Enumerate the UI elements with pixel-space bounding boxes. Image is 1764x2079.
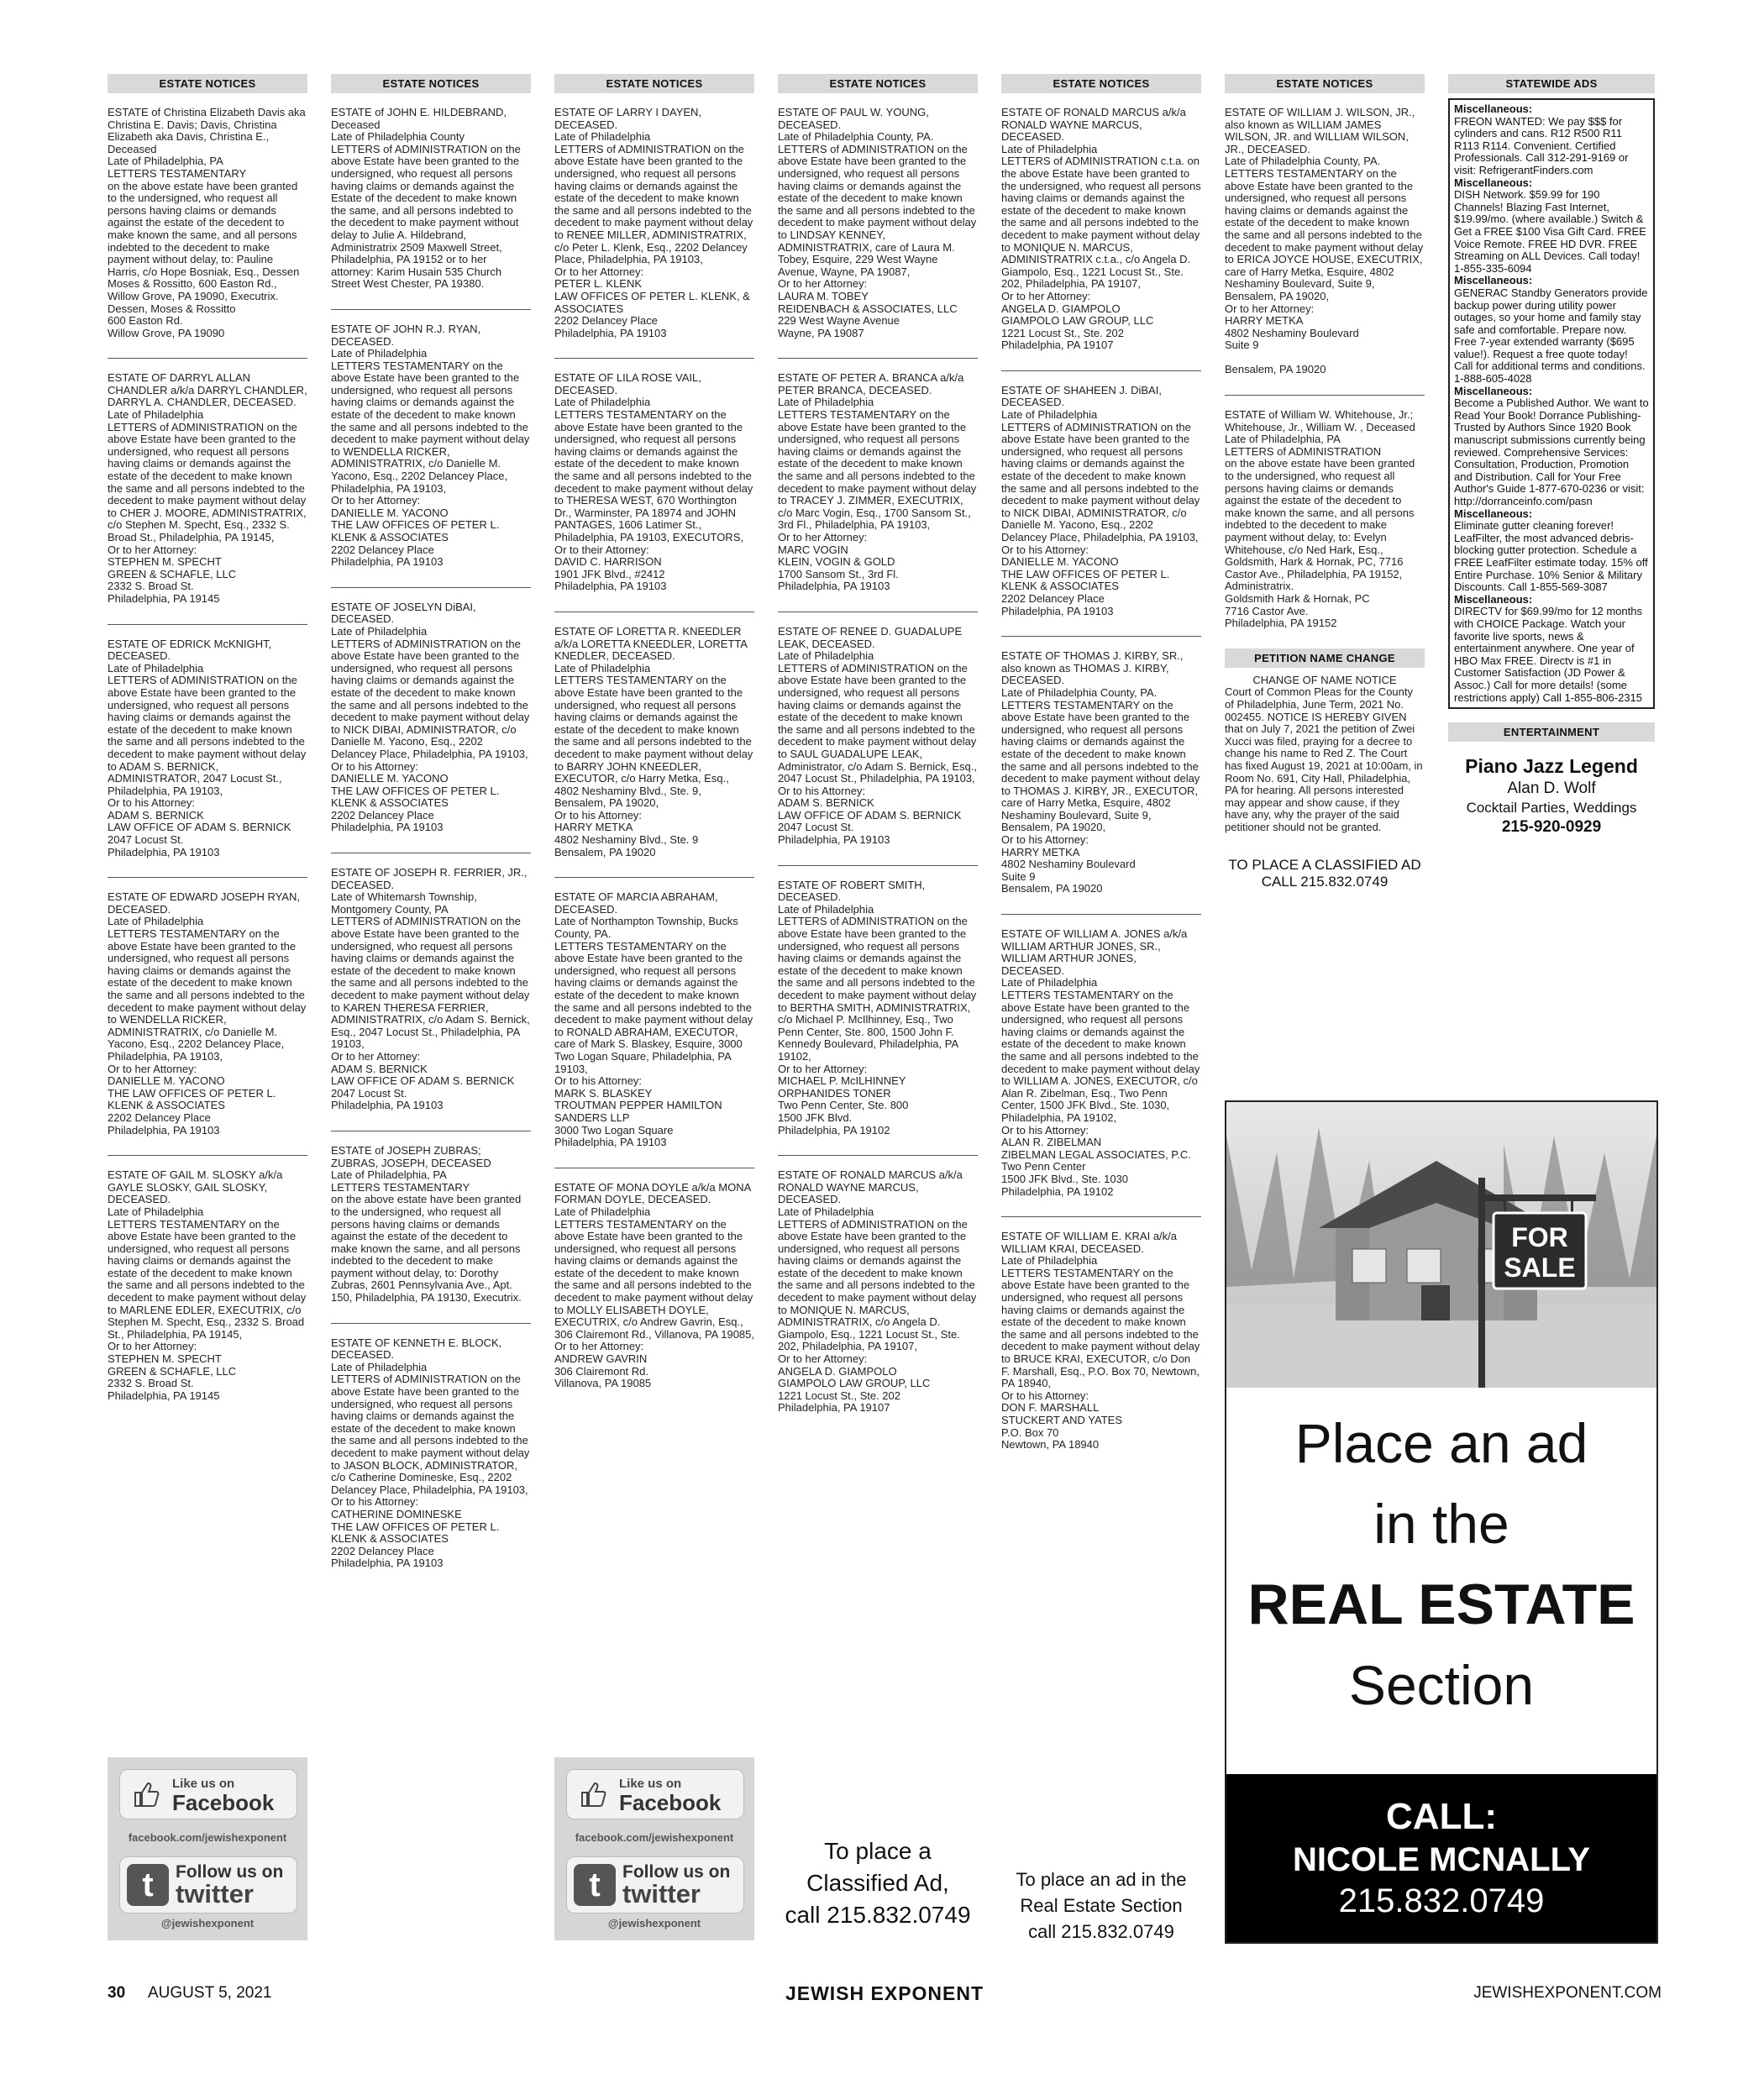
- tw-name: twitter: [176, 1879, 254, 1908]
- ent-name: Alan D. Wolf: [1507, 780, 1596, 798]
- estate-notice: ESTATE OF JOSELYN DiBAI, DECEASED. Late of Philadelphia LETTERS of ADMINISTRATION on the above Estate have been granted to the undersigned, who request all persons having claims or demands against the estate of the decedent to make known the same and all persons indebted to the decedent to make payment without delay to NICK DIBAI, ADMINISTRATOR, c/o Danielle M. Yacono, Esq., 2202 Delancey Place, Philadelphia, PA 19103, Or to his Attorney: DANIELLE M. YACONO THE LAW OFFICES OF PETER L. KLENK & ASSOCIATES 2202 Delancey Place Philadelphia, PA 19103: [331, 600, 530, 834]
- ad-heading: Miscellaneous:: [1454, 102, 1533, 115]
- entertainment-ad: [1448, 755, 1655, 837]
- section-header: ENTERTAINMENT: [1448, 722, 1655, 742]
- divider: [108, 624, 307, 625]
- estate-notice: ESTATE OF GAIL M. SLOSKY a/k/a GAYLE SLOSKY, GAIL SLOSKY, DECEASED. Late of Philadelphia LETTERS TESTAMENTARY on the above Estate have been granted to the undersigned, who request all persons having claims or demands against the estate of the decedent to make known the same and all persons indebted to the decedent to make payment without delay to MARLENE EDLER, EXECUTRIX, c/o Stephen M. Specht, Esq., 2332 S. Broad St., Philadelphia, PA 19145, Or to her Attorney: STEPHEN M. SPECHT GREEN & SCHAFLE, LLC 2332 S. Broad St. Philadelphia, PA 19145: [108, 1168, 307, 1402]
- estate-notice: ESTATE OF LARRY I DAYEN, DECEASED. Late of Philadelphia LETTERS of ADMINISTRATION on the above Estate have been granted to the undersigned, who request all persons having claims or demands against the estate of the decedent to make known the same and all persons indebted to the decedent to make payment without delay to RENEE MILLER, ADMINISTRATRIX, c/o Peter L. Klenk, Esq., 2202 Delancey Place, Philadelphia, PA 19103, Or to her Attorney: PETER L. KLENK LAW OFFICES OF PETER L. KLENK, & ASSOCIATES 2202 Delancey Place Philadelphia, PA 19103: [554, 106, 753, 339]
- facebook-url[interactable]: facebook.com/jewishexponent: [575, 1831, 734, 1844]
- divider: [1225, 395, 1425, 396]
- column-5: [1001, 74, 1201, 1452]
- divider: [108, 1155, 307, 1156]
- divider: [108, 358, 307, 359]
- facebook-button[interactable]: [566, 1769, 744, 1819]
- ad-text: FREON WANTED: We pay $$$ for cylinders and cans. R12 R500 R11 R113 R114. Convenient. Certified Professionals. Call 312-291-9169 or visit: RefrigerantFinders.com: [1454, 114, 1629, 176]
- re-phone: 215.832.0749: [1338, 1882, 1545, 1919]
- cta-line: call 215.832.0749: [1028, 1921, 1174, 1942]
- re-contact-name: NICOLE MCNALLY: [1292, 1841, 1591, 1878]
- estate-notice: ESTATE OF KENNETH E. BLOCK, DECEASED. Late of Philadelphia LETTERS of ADMINISTRATION on the above Estate have been granted to the undersigned, who request all persons having claims or demands against the estate of the decedent to make known the same and all persons indebted to the decedent to make payment without delay to JASON BLOCK, ADMINISTRATOR, c/o Catherine Domineske, Esq., 2202 Delancey Place, Philadelphia, PA 19103, Or to his Attorney: CATHERINE DOMINESKE THE LAW OFFICES OF PETER L. KLENK & ASSOCIATES 2202 Delancey Place Philadelphia, PA 19103: [331, 1336, 530, 1570]
- ent-phone: 215-920-0929: [1501, 818, 1602, 837]
- divider: [1001, 370, 1201, 371]
- statewide-ad: [1454, 386, 1649, 508]
- fb-like-label: Like us on: [172, 1777, 235, 1791]
- ad-text: Become a Published Author. We want to Read Your Book! Dorrance Publishing-Trusted by Authors Since 1920 Book manuscript submissions currently being reviewed. Comprehensive Services: Consultation, Production, Promotion and Distribution. Call for Your Free Author's Guide 1-877-670-0236 or visit: http://dorranceinfo.com/pasn: [1454, 396, 1649, 507]
- ad-text: DISH Network. $59.99 for 190 Channels! Blazing Fast Internet, $19.99/mo. (where available.) Switch & Get a FREE $100 Visa Gift Card. FREE Voice Remote. FREE HD DVR. FREE Streaming on ALL Devices. Call today! 1-855-335-6094: [1454, 188, 1646, 275]
- twitter-button[interactable]: [119, 1856, 297, 1914]
- estate-notice: ESTATE OF EDRICK McKNIGHT, DECEASED. Late of Philadelphia LETTERS of ADMINISTRATION on the above Estate have been granted to the undersigned, who request all persons having claims or demands against the estate of the decedent to make known the same and all persons indebted to the decedent to make payment without delay to ADAM S. BERNICK, ADMINISTRATOR, 2047 Locust St., Philadelphia, PA 19103, Or to his Attorney: ADAM S. BERNICK LAW OFFICE OF ADAM S. BERNICK 2047 Locust St. Philadelphia, PA 19103: [108, 637, 307, 858]
- divider: [331, 1323, 531, 1324]
- tw-follow-label: Follow us on: [622, 1862, 731, 1882]
- ad-heading: Miscellaneous:: [1454, 176, 1533, 189]
- ad-text: GENERAC Standby Generators provide backup power during utility power outages, so your home and family stay safe and comfortable. Prepare now. Free 7-year extended warranty ($695 value!). Request a free quote today! Call for additional terms and conditions. 1-888-605-4028: [1454, 286, 1648, 386]
- ad-text: Eliminate gutter cleaning forever! LeafFilter, the most advanced debris-blocking gutter protection. Schedule a FREE LeafFilter estimate today. 15% off Entire Purchase. 10% Senior & Military Discounts. Call 1-855-569-3087: [1454, 519, 1648, 594]
- estate-notice: ESTATE OF WILLIAM A. JONES a/k/a WILLIAM ARTHUR JONES, SR., WILLIAM ARTHUR JONES, DECEASED. Late of Philadelphia LETTERS TESTAMENTARY on the above Estate have been granted to the undersigned, who request all persons having claims or demands against the estate of the decedent to make known the same and all persons indebted to the decedent to make payment without delay to WILLIAM A. JONES, EXECUTOR, c/o Alan R. Zibelman, Esq., Two Penn Center, 1500 JFK Blvd., Ste. 1030, Philadelphia, PA 19102, Or to his Attorney: ALAN R. ZIBELMAN ZIBELMAN LEGAL ASSOCIATES, P.C. Two Penn Center 1500 JFK Blvd., Ste. 1030 Philadelphia, PA 19102: [1001, 927, 1200, 1198]
- estate-notice: ESTATE OF WILLIAM J. WILSON, JR., also known as WILLIAM JAMES WILSON, JR. and WILLIAM WILSON, JR., DECEASED. Late of Philadelphia County, PA. LETTERS TESTAMENTARY on the above Estate have been granted to the undersigned, who request all persons having claims or demands against the estate of the decedent to make known the same and all persons indebted to the decedent to make payment without delay to ERICA JOYCE HOUSE, EXECUTRIX, care of Harry Metka, Esquire, 4802 Neshaminy Boulevard, Suite 9, Bensalem, PA 19020, Or to her Attorney: HARRY METKA 4802 Neshaminy Boulevard Suite 9 Bensalem, PA 19020: [1225, 106, 1424, 376]
- paper-name: JEWISH EXPONENT: [785, 1982, 984, 2004]
- real-estate-ad: [1225, 1100, 1658, 1944]
- column-2: [331, 74, 531, 1570]
- section-header: ESTATE NOTICES: [331, 74, 531, 93]
- fb-name: Facebook: [619, 1790, 722, 1815]
- twitter-handle[interactable]: @jewishexponent: [607, 1917, 701, 1929]
- estate-notice: ESTATE of JOHN E. HILDEBRAND, Deceased Late of Philadelphia County LETTERS of ADMINISTRATION on the above Estate have been granted to the undersigned, who request all persons having claims or demands against the Estate of the decedent to make known the same, and all persons indebted to the decedent to make payment without delay to Julie A. Hildebrand, Administratrix 2509 Maxwell Street, Philadelphia, PA 19152 or to her attorney: Karim Husain 535 Church Street West Chester, PA 19380.: [331, 106, 521, 291]
- statewide-column: [1448, 74, 1655, 837]
- estate-notice: ESTATE of William W. Whitehouse, Jr.; Whitehouse, Jr., William W. , Deceased Late of Philadelphia, PA LETTERS of ADMINISTRATION on the above estate have been granted to the undersigned, who request all persons having claims or demands against the estate of the decedent to make known the same, and all persons indebted to the decedent to make payment without delay, to: Evelyn Whitehouse, c/o Ned Hark, Esq., Goldsmith, Hark & Hornak, PC, 7716 Castor Ave., Philadelphia, PA 19152, Administratrix. Goldsmith Hark & Hornak, PC 7716 Castor Ave. Philadelphia, PA 19152: [1225, 408, 1415, 630]
- website[interactable]: JEWISHEXPONENT.COM: [1473, 1984, 1662, 2002]
- divider: [331, 587, 531, 588]
- section-header: STATEWIDE ADS: [1448, 74, 1655, 93]
- section-header: ESTATE NOTICES: [1225, 74, 1425, 93]
- cta-line: To place a: [824, 1838, 932, 1864]
- petition-title: CHANGE OF NAME NOTICE: [1252, 673, 1397, 686]
- estate-notice: ESTATE OF MONA DOYLE a/k/a MONA FORMAN DOYLE, DECEASED. Late of Philadelphia LETTERS TESTAMENTARY on the above Estate have been granted to the undersigned, who request all persons having claims or demands against the estate of the decedent to make known the same and all persons indebted to the decedent to make payment without delay to MOLLY ELISABETH DOYLE, EXECUTRIX, c/o Andrew Gavrin, Esq., 306 Clairemont Rd., Villanova, PA 19085, Or to her Attorney: ANDREW GAVRIN 306 Clairemont Rd. Villanova, PA 19085: [554, 1180, 754, 1390]
- classified-ad-cta: [778, 1835, 978, 1931]
- re-line: Section: [1348, 1654, 1535, 1716]
- cta-line: Real Estate Section: [1020, 1895, 1183, 1916]
- thumbs-up-icon: [132, 1780, 160, 1809]
- estate-notice: ESTATE OF PETER A. BRANCA a/k/a PETER BRANCA, DECEASED. Late of Philadelphia LETTERS TESTAMENTARY on the above Estate have been granted to the undersigned, who request all persons having claims or demands against the estate of the decedent to make known the same and all persons indebted to the decedent to make payment without delay to TRACEY J. ZIMMER, EXECUTRIX, c/o Marc Vogin, Esq., 1700 Sansom St., 3rd Fl., Philadelphia, PA 19103, Or to her Attorney: MARC VOGIN KLEIN, VOGIN & GOLD 1700 Sansom St., 3rd Fl. Philadelphia, PA 19103: [778, 371, 977, 593]
- sign-sale: SALE: [1504, 1252, 1576, 1283]
- ad-heading: Miscellaneous:: [1454, 274, 1533, 287]
- ad-text: DIRECTV for $69.99/mo for 12 months with CHOICE Package. Watch your favorite live sports, news & entertainment anywhere. One year of HBO Max FREE. Directv is #1 in Customer Satisfaction (JD Power & Assoc.) Call for more details! (some restrictions apply) Call 1-855-806-2315: [1454, 605, 1643, 704]
- column-3: [554, 74, 754, 1390]
- divider: [1001, 914, 1201, 915]
- tw-name: twitter: [622, 1879, 701, 1908]
- social-block: [108, 1757, 307, 1940]
- estate-notice: ESTATE of Christina Elizabeth Davis aka Christina E. Davis; Davis, Christina Elizabeth aka Davis, Christina E., Deceased Late of Philadelphia, PA LETTERS TESTAMENTARY on the above estate have been granted to the undersigned, who request all persons having claims or demands against the estate of the decedent to make known the same, and all persons indebted to the decedent to make payment without delay, to: Pauline Harris, c/o Hope Bosniak, Esq., Dessen Moses & Rossitto, 600 Easton Rd., Willow Grove, PA 19090, Executrix. Dessen, Moses & Rossitto 600 Easton Rd. Willow Grove, PA 19090: [108, 106, 306, 339]
- estate-notice: ESTATE OF MARCIA ABRAHAM, DECEASED. Late of Northampton Township, Bucks County, PA. LETTERS TESTAMENTARY on the above Estate have been granted to the undersigned, who request all persons having claims or demands against the estate of the decedent to make known the same and all persons indebted to the decedent to make payment without delay to RONALD ABRAHAM, EXECUTOR, care of Mark S. Blaskey, Esquire, 3000 Two Logan Square, Philadelphia, PA 19103, Or to his Attorney: MARK S. BLASKEY TROUTMAN PEPPER HAMILTON SANDERS LLP 3000 Two Logan Square Philadelphia, PA 19103: [554, 890, 753, 1149]
- cta-line: To place an ad in the: [1016, 1869, 1187, 1890]
- estate-notice: ESTATE OF JOHN R.J. RYAN, DECEASED. Late of Philadelphia LETTERS TESTAMENTARY on the above Estate have been granted to the undersigned, who request all persons having claims or demands against the estate of the decedent to make known the same and all persons indebted to the decedent to make payment without delay to WENDELLA RICKER, ADMINISTRATRIX, c/o Danielle M. Yacono, Esq., 2202 Delancey Place, Philadelphia, PA 19103, Or to her Attorney: DANIELLE M. YACONO THE LAW OFFICES OF PETER L. KLENK & ASSOCIATES 2202 Delancey Place Philadelphia, PA 19103: [331, 322, 530, 569]
- statewide-ad: [1454, 103, 1649, 177]
- statewide-ad: [1454, 594, 1649, 704]
- fb-name: Facebook: [172, 1790, 275, 1815]
- fb-like-label: Like us on: [619, 1777, 682, 1791]
- divider: [778, 865, 978, 866]
- estate-notice: ESTATE OF DARRYL ALLAN CHANDLER a/k/a DARRYL CHANDLER, DARRYL A. CHANDLER, DECEASED. Late of Philadelphia LETTERS of ADMINISTRATION on the above Estate have been granted to the undersigned, who request all persons having claims or demands against the estate of the decedent to make known the same and all persons indebted to the decedent to make payment without delay to CHER J. MOORE, ADMINISTRATRIX, c/o Stephen M. Specht, Esq., 2332 S. Broad St., Philadelphia, PA 19145, Or to her Attorney: STEPHEN M. SPECHT GREEN & SCHAFLE, LLC 2332 S. Broad St. Philadelphia, PA 19145: [108, 371, 307, 605]
- divider: [331, 309, 531, 310]
- estate-notice: ESTATE OF LORETTA R. KNEEDLER a/k/a LORETTA KNEEDLER, LORETTA KNEDLER, DECEASED. Late of Philadelphia LETTERS TESTAMENTARY on the above Estate have been granted to the undersigned, who request all persons having claims or demands against the estate of the decedent to make known the same and all persons indebted to the decedent to make payment without delay to BARRY JOHN KNEEDLER, EXECUTOR, c/o Harry Metka, Esq., 4802 Neshaminy Blvd., Ste. 9, Bensalem, PA 19020, Or to his Attorney: HARRY METKA 4802 Neshaminy Blvd., Ste. 9 Bensalem, PA 19020: [554, 624, 753, 858]
- social-block: [554, 1757, 754, 1940]
- sign-for: FOR: [1511, 1222, 1568, 1252]
- ent-desc: Cocktail Parties, Weddings: [1466, 800, 1637, 816]
- page-footer: [108, 1984, 1662, 2009]
- divider: [1001, 1216, 1201, 1217]
- estate-notice: ESTATE OF RONALD MARCUS a/k/a RONALD WAYNE MARCUS, DECEASED. Late of Philadelphia LETTERS of ADMINISTRATION on the above Estate have been granted to the undersigned, who request all persons having claims or demands against the estate of the decedent to make known the same and all persons indebted to the decedent to make payment without delay to MONIQUE N. MARCUS, ADMINISTRATRIX, c/o Angela D. Giampolo, Esq., 1221 Locust St., Ste. 202, Philadelphia, PA 19107, Or to her Attorney: ANGELA D. GIAMPOLO GIAMPOLO LAW GROUP, LLC 1221 Locust St., Ste. 202 Philadelphia, PA 19107: [778, 1168, 977, 1415]
- estate-notice: ESTATE OF LILA ROSE VAIL, DECEASED. Late of Philadelphia LETTERS TESTAMENTARY on the above Estate have been granted to the undersigned, who request all persons having claims or demands against the estate of the decedent to make known the same and all persons indebted to the decedent to make payment without delay to THERESA WEST, 670 Worthington Dr., Warminster, PA 18974 and JOHN PANTAGES, 1606 Latimer St., Philadelphia, PA 19103, EXECUTORS, Or to their Attorney: DAVID C. HARRISON 1901 JFK Blvd., #2412 Philadelphia, PA 19103: [554, 371, 753, 593]
- cta-line: call 215.832.0749: [785, 1902, 971, 1928]
- statewide-ad: [1454, 508, 1649, 594]
- cta-line: Classified Ad,: [806, 1870, 949, 1896]
- column-4: [778, 74, 978, 1415]
- statewide-ad: [1454, 275, 1649, 385]
- estate-notice: ESTATE OF RONALD MARCUS a/k/a RONALD WAYNE MARCUS, DECEASED. Late of Philadelphia LETTERS of ADMINISTRATION c.t.a. on the above Estate have been granted to the undersigned, who request all persons having claims or demands against the estate of the decedent to make known the same and all persons indebted to the decedent to make payment without delay to MONIQUE N. MARCUS, ADMINISTRATRIX c.t.a., c/o Angela D. Giampolo, Esq., 1221 Locust St., Ste. 202, Philadelphia, PA 19107, Or to her Attorney: ANGELA D. GIAMPOLO GIAMPOLO LAW GROUP, LLC 1221 Locust St., Ste. 202 Philadelphia, PA 19107: [1001, 106, 1201, 352]
- estate-notice: ESTATE OF JOSEPH R. FERRIER, JR., DECEASED. Late of Whitemarsh Township, Montgomery County, PA LETTERS of ADMINISTRATION on the above Estate have been granted to the undersigned, who request all persons having claims or demands against the estate of the decedent to make known the same and all persons indebted to the decedent to make payment without delay to KAREN THERESA FERRIER, ADMINISTRATRIX, c/o Adam S. Bernick, Esq., 2047 Locust St., Philadelphia, PA 19103, Or to her Attorney: ADAM S. BERNICK LAW OFFICE OF ADAM S. BERNICK 2047 Locust St. Philadelphia, PA 19103: [331, 866, 530, 1112]
- divider: [554, 877, 754, 878]
- estate-notice: ESTATE OF THOMAS J. KIRBY, SR., also known as THOMAS J. KIRBY, DECEASED. Late of Philadelphia County, PA. LETTERS TESTAMENTARY on the above Estate have been granted to the undersigned, who request all persons having claims or demands against the estate of the decedent to make known the same and all persons indebted to the decedent to make payment without delay to THOMAS J. KIRBY, JR., EXECUTOR, care of Harry Metka, Esquire, 4802 Neshaminy Boulevard, Suite 9, Bensalem, PA 19020, Or to his Attorney: HARRY METKA 4802 Neshaminy Boulevard Suite 9 Bensalem, PA 19020: [1001, 649, 1200, 895]
- statewide-ad: [1454, 177, 1649, 276]
- petition-body: Court of Common Pleas for the County of Philadelphia, June Term, 2021 No. 002455. NOTICE IS HEREBY GIVEN that on July 7, 2021 the petition of Zwei Xucci was filed, praying for a decree to change his name to Red Z. The Court has fixed August 19, 2021 at 10:00am, in Room No. 691, City Hall, Philadelphia, PA for hearing. All persons interested may appear and show cause, if they have any, why the prayer of the said petitioner should not be granted.: [1225, 685, 1423, 833]
- estate-notice: ESTATE of JOSEPH ZUBRAS; ZUBRAS, JOSEPH, DECEASED Late of Philadelphia, PA LETTERS TESTAMENTARY on the above estate have been granted to the undersigned, who request all persons having claims or demands against the estate of the decedent to make known the same, and all persons indebted to the decedent to make payment without delay, to: Dorothy Zubras, 2601 Pennsylvania Ave., Apt. 150, Philadelphia, PA 19130, Executrix.: [331, 1143, 522, 1305]
- twitter-button[interactable]: [566, 1856, 744, 1914]
- ad-heading: Miscellaneous:: [1454, 592, 1533, 606]
- house-photo: [1226, 1102, 1656, 1388]
- re-contact: [1226, 1774, 1656, 1942]
- re-line: REAL ESTATE: [1247, 1572, 1635, 1636]
- tw-follow-label: Follow us on: [176, 1862, 284, 1882]
- re-line: Place an ad: [1294, 1412, 1588, 1474]
- page-number: 30: [108, 1984, 126, 2002]
- re-call: CALL:: [1386, 1796, 1497, 1837]
- section-header: PETITION NAME CHANGE: [1225, 648, 1425, 668]
- divider: [1001, 636, 1201, 637]
- re-headline: [1226, 1403, 1656, 1725]
- ad-heading: Miscellaneous:: [1454, 384, 1533, 397]
- column-1: [108, 74, 307, 1402]
- twitter-handle[interactable]: @jewishexponent: [160, 1917, 255, 1929]
- divider: [554, 358, 754, 359]
- facebook-button[interactable]: [119, 1769, 297, 1819]
- column-6: [1225, 74, 1425, 890]
- ad-heading: Miscellaneous:: [1454, 507, 1533, 520]
- facebook-url[interactable]: facebook.com/jewishexponent: [128, 1831, 287, 1844]
- divider: [778, 358, 978, 359]
- estate-notice: ESTATE OF ROBERT SMITH, DECEASED. Late of Philadelphia LETTERS of ADMINISTRATION on the above Estate have been granted to the undersigned, who request all persons having claims or demands against the estate of the decedent to make known the same and all persons indebted to the decedent to make payment without delay to BERTHA SMITH, ADMINISTRATRIX, c/o Michael P. McIlhinney, Esq., Two Penn Center, Ste. 800, 1500 John F. Kennedy Boulevard, Philadelphia, PA 19102, Or to her Attorney: MICHAEL P. McILHINNEY ORPHANIDES TONER Two Penn Center, Ste. 800 1500 JFK Blvd. Philadelphia, PA 19102: [778, 878, 977, 1137]
- statewide-ads-box: [1448, 98, 1655, 709]
- estate-notice: ESTATE OF PAUL W. YOUNG, DECEASED. Late of Philadelphia County, PA. LETTERS of ADMINISTRATION on the above Estate have been granted to the undersigned, who request all persons having claims or demands against the estate of the decedent to make known the same and all persons indebted to the decedent to make payment without delay to LINDSAY KENNEY, ADMINISTRATRIX, care of Laura M. Tobey, Esquire, 229 West Wayne Avenue, Wayne, PA 19087, Or to her Attorney: LAURA M. TOBEY REIDENBACH & ASSOCIATES, LLC 229 West Wayne Avenue Wayne, PA 19087: [778, 106, 977, 339]
- estate-notice: ESTATE OF RENEE D. GUADALUPE LEAK, DECEASED. Late of Philadelphia LETTERS of ADMINISTRATION on the above Estate have been granted to the undersigned, who request all persons having claims or demands against the estate of the decedent to make known the same and all persons indebted to the decedent to make payment without delay to SAUL GUADALUPE LEAK, Administrator, c/o Adam S. Bernick, Esq., 2047 Locust St., Philadelphia, PA 19103, Or to his Attorney: ADAM S. BERNICK LAW OFFICE OF ADAM S. BERNICK 2047 Locust St. Philadelphia, PA 19103: [778, 624, 977, 847]
- estate-notice: ESTATE OF WILLIAM E. KRAI a/k/a WILLIAM KRAI, DECEASED. Late of Philadelphia LETTERS TESTAMENTARY on the above Estate have been granted to the undersigned, who request all persons having claims or demands against the estate of the decedent to make known the same and all persons indebted to the decedent to make payment without delay to BRUCE KRAI, EXECUTOR, c/o Don F. Marshall, Esq., P.O. Box 70, Newtown, PA 18940, Or to his Attorney: DON F. MARSHALL STUCKERT AND YATES P.O. Box 70 Newtown, PA 18940: [1001, 1230, 1200, 1452]
- divider: [108, 877, 307, 878]
- classified-cta: [1225, 857, 1425, 890]
- section-header: ESTATE NOTICES: [778, 74, 978, 93]
- classified-cta-line: TO PLACE A CLASSIFIED AD: [1228, 857, 1421, 874]
- estate-notice: ESTATE OF SHAHEEN J. DiBAI, DECEASED. Late of Philadelphia LETTERS of ADMINISTRATION on the above Estate have been granted to the undersigned, who request all persons having claims or demands against the estate of the decedent to make known the same and all persons indebted to the decedent to make payment without delay to NICK DIBAI, ADMINISTRATOR, c/o Danielle M. Yacono, Esq., 2202 Delancey Place, Philadelphia, PA 19103, Or to his Attorney: DANIELLE M. YACONO THE LAW OFFICES OF PETER L. KLENK & ASSOCIATES 2202 Delancey Place Philadelphia, PA 19103: [1001, 383, 1200, 617]
- estate-notice: ESTATE OF EDWARD JOSEPH RYAN, DECEASED. Late of Philadelphia LETTERS TESTAMENTARY on the above Estate have been granted to the undersigned, who request all persons having claims or demands against the estate of the decedent to make known the same and all persons indebted to the decedent to make payment without delay to WENDELLA RICKER, ADMINISTRATRIX, c/o Danielle M. Yacono, Esq., 2202 Delancey Place, Philadelphia, PA 19103, Or to her Attorney: DANIELLE M. YACONO THE LAW OFFICES OF PETER L. KLENK & ASSOCIATES 2202 Delancey Place Philadelphia, PA 19103: [108, 890, 307, 1137]
- section-header: ESTATE NOTICES: [1001, 74, 1201, 93]
- classified-cta-line: CALL 215.832.0749: [1261, 874, 1389, 890]
- issue-date: AUGUST 5, 2021: [148, 1984, 272, 2002]
- section-header: ESTATE NOTICES: [108, 74, 307, 93]
- divider: [778, 1155, 978, 1156]
- ent-title: Piano Jazz Legend: [1465, 755, 1638, 778]
- realestate-cta: [1001, 1866, 1201, 1945]
- thumbs-up-icon: [579, 1780, 607, 1809]
- twitter-icon: t: [127, 1864, 169, 1906]
- twitter-icon: t: [574, 1864, 616, 1906]
- re-line: in the: [1373, 1493, 1509, 1555]
- section-header: ESTATE NOTICES: [554, 74, 754, 93]
